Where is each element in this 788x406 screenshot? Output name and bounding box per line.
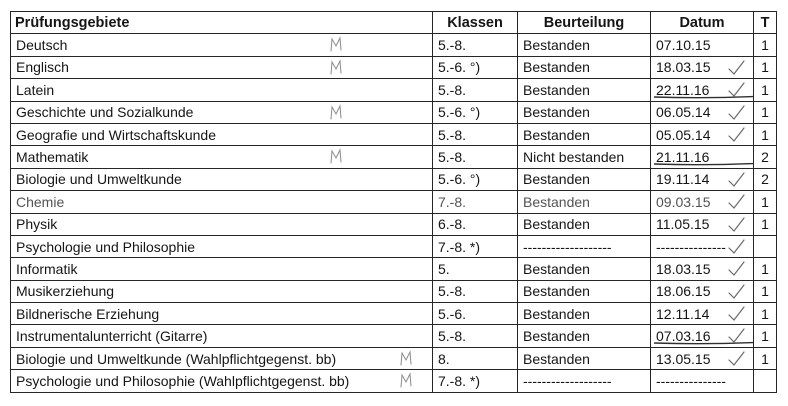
header-grade: Beurteilung xyxy=(518,12,651,34)
date-cell: 06.05.14 xyxy=(651,101,754,123)
handwritten-check-mark xyxy=(727,192,745,210)
grade-cell: Bestanden xyxy=(518,213,651,235)
table-row xyxy=(11,280,777,302)
date-cell: 09.03.15 xyxy=(651,191,754,213)
handwritten-margin-mark xyxy=(329,104,343,120)
t-cell: 1 xyxy=(754,280,777,302)
table-row xyxy=(11,235,777,257)
grade-cell: Bestanden xyxy=(518,101,651,123)
header-date: Datum xyxy=(651,12,754,34)
classes-cell: 7.-8. *) xyxy=(433,370,518,392)
table-row xyxy=(11,370,777,392)
date-cell: 05.05.14 xyxy=(651,123,754,145)
grade-cell: Bestanden xyxy=(518,347,651,369)
date-cell: 13.05.15 xyxy=(651,347,754,369)
t-cell: 1 xyxy=(754,79,777,101)
header-row xyxy=(11,12,777,34)
subject-cell: Bildnerische Erziehung xyxy=(11,303,433,325)
handwritten-check-mark xyxy=(727,80,745,98)
handwritten-check-mark xyxy=(727,304,745,322)
classes-cell: 5.-8. xyxy=(433,79,518,101)
handwritten-margin-mark xyxy=(399,372,413,388)
handwritten-check-mark xyxy=(727,103,745,121)
table-row xyxy=(11,213,777,235)
header-subject: Prüfungsgebiete xyxy=(11,12,433,34)
classes-cell: 8. xyxy=(433,347,518,369)
subject-cell: Mathematik xyxy=(11,146,433,168)
exam-results-sheet xyxy=(10,11,776,393)
handwritten-check-mark xyxy=(727,215,745,233)
grade-cell: Bestanden xyxy=(518,191,651,213)
t-cell: 1 xyxy=(754,123,777,145)
grade-cell: Bestanden xyxy=(518,303,651,325)
date-cell: 18.03.15 xyxy=(651,56,754,78)
classes-cell: 5. xyxy=(433,258,518,280)
subject-cell: Physik xyxy=(11,213,433,235)
table-row xyxy=(11,79,777,101)
t-cell: 1 xyxy=(754,303,777,325)
date-cell: 19.11.14 xyxy=(651,168,754,190)
handwritten-check-mark xyxy=(727,125,745,143)
table-row xyxy=(11,191,777,213)
handwritten-check-mark xyxy=(727,58,745,76)
grade-cell: Bestanden xyxy=(518,280,651,302)
grade-cell: Bestanden xyxy=(518,34,651,56)
classes-cell: 5.-8. xyxy=(433,34,518,56)
t-cell: 1 xyxy=(754,213,777,235)
date-cell: 11.05.15 xyxy=(651,213,754,235)
t-cell: 2 xyxy=(754,168,777,190)
date-cell: 22.11.16 xyxy=(651,79,754,101)
handwritten-margin-mark xyxy=(329,59,343,75)
classes-cell: 5.-8. xyxy=(433,146,518,168)
grade-cell: ------------------- xyxy=(518,370,651,392)
date-cell: 21.11.16 xyxy=(651,146,754,168)
handwritten-underline xyxy=(654,341,754,345)
date-cell: 18.03.15 xyxy=(651,258,754,280)
classes-cell: 5.-6. °) xyxy=(433,56,518,78)
subject-cell: Englisch xyxy=(11,56,433,78)
date-cell: 07.03.16 xyxy=(651,325,754,347)
grade-cell: Bestanden xyxy=(518,258,651,280)
table-row xyxy=(11,101,777,123)
date-cell: 07.10.15 xyxy=(651,34,754,56)
grade-cell: Bestanden xyxy=(518,56,651,78)
classes-cell: 5.-6. xyxy=(433,303,518,325)
t-cell: 1 xyxy=(754,56,777,78)
table-row xyxy=(11,123,777,145)
classes-cell: 5.-6. °) xyxy=(433,101,518,123)
date-cell: --------------- xyxy=(651,235,754,257)
table-row xyxy=(11,34,777,56)
handwritten-check-mark xyxy=(727,170,745,188)
t-cell: 1 xyxy=(754,258,777,280)
t-cell: 1 xyxy=(754,347,777,369)
subject-cell: Informatik xyxy=(11,258,433,280)
table-row xyxy=(11,303,777,325)
table-row xyxy=(11,325,777,347)
t-cell: 2 xyxy=(754,146,777,168)
header-t: T xyxy=(754,12,777,34)
table-row xyxy=(11,258,777,280)
t-cell xyxy=(754,235,777,257)
subject-cell: Psychologie und Philosophie (Wahlpflichtgegenst. bb) xyxy=(11,370,433,392)
header-classes: Klassen xyxy=(433,12,518,34)
handwritten-check-mark xyxy=(727,237,745,255)
subject-cell: Deutsch xyxy=(11,34,433,56)
subject-cell: Instrumentalunterricht (Gitarre) xyxy=(11,325,433,347)
handwritten-check-mark xyxy=(727,349,745,367)
handwritten-check-mark xyxy=(727,282,745,300)
classes-cell: 7.-8. *) xyxy=(433,235,518,257)
handwritten-margin-mark xyxy=(329,148,343,164)
handwritten-check-mark xyxy=(727,326,745,344)
date-cell: --------------- xyxy=(651,370,754,392)
table-row xyxy=(11,347,777,369)
grade-cell: ------------------- xyxy=(518,235,651,257)
handwritten-check-mark xyxy=(727,259,745,277)
grade-cell: Nicht bestanden xyxy=(518,146,651,168)
grade-cell: Bestanden xyxy=(518,123,651,145)
grade-cell: Bestanden xyxy=(518,79,651,101)
classes-cell: 5.-6. °) xyxy=(433,168,518,190)
t-cell: 1 xyxy=(754,101,777,123)
handwritten-margin-mark xyxy=(399,350,413,366)
subject-cell: Biologie und Umweltkunde xyxy=(11,168,433,190)
classes-cell: 5.-8. xyxy=(433,280,518,302)
subject-cell: Chemie xyxy=(11,191,433,213)
subject-cell: Musikerziehung xyxy=(11,280,433,302)
t-cell xyxy=(754,370,777,392)
classes-cell: 6.-8. xyxy=(433,213,518,235)
date-cell: 12.11.14 xyxy=(651,303,754,325)
t-cell: 1 xyxy=(754,191,777,213)
handwritten-underline xyxy=(654,162,754,166)
subject-cell: Psychologie und Philosophie xyxy=(11,235,433,257)
handwritten-underline xyxy=(654,95,754,99)
subject-cell: Biologie und Umweltkunde (Wahlpflichtgegenst. bb) xyxy=(11,347,433,369)
subject-cell: Geschichte und Sozialkunde xyxy=(11,101,433,123)
handwritten-margin-mark xyxy=(329,36,343,52)
t-cell: 1 xyxy=(754,34,777,56)
table-row xyxy=(11,168,777,190)
grade-cell: Bestanden xyxy=(518,168,651,190)
classes-cell: 5.-8. xyxy=(433,325,518,347)
t-cell: 1 xyxy=(754,325,777,347)
exam-results-table xyxy=(10,11,777,393)
date-cell: 18.06.15 xyxy=(651,280,754,302)
classes-cell: 7.-8. xyxy=(433,191,518,213)
grade-cell: Bestanden xyxy=(518,325,651,347)
classes-cell: 5.-8. xyxy=(433,123,518,145)
table-row xyxy=(11,146,777,168)
table-row xyxy=(11,56,777,78)
subject-cell: Latein xyxy=(11,79,433,101)
subject-cell: Geografie und Wirtschaftskunde xyxy=(11,123,433,145)
